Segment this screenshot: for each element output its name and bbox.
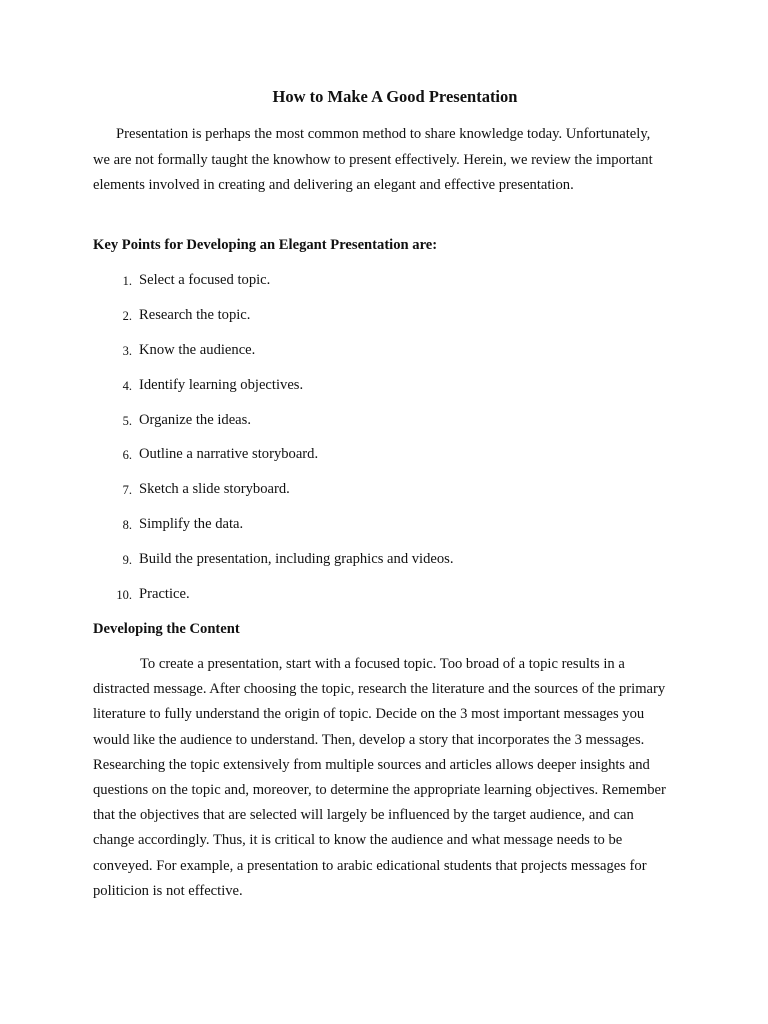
list-item-number: 1. [122,274,132,288]
intro-paragraph: Presentation is perhaps the most common method to share knowledge today. Unfortunately, we are not formally taught the knowhow to present effectively. Herein, we review the important elements involved in creating and delivering an elegant and effective presentation. [93,126,653,193]
list-item-number: 3. [122,343,132,358]
list-item-number: 10. [116,588,132,603]
list-item-number: 7. [122,483,132,498]
list-item-text: Organize the ideas. [139,411,251,428]
list-item-number: 6. [122,448,132,463]
list-item-text: Practice. [139,586,190,603]
list-item-text: Sketch a slide storyboard. [139,481,290,498]
list-item [0,478,768,513]
list-item-text: Know the audience. [139,341,256,358]
list-item-number: 5. [122,413,132,428]
list-item-number: 2. [122,308,132,323]
list-item-number: 4. [122,378,132,393]
key-points-heading: Key Points for Developing an Elegant Presentation are: [93,237,438,253]
list-item [0,513,768,548]
list-item [0,339,768,374]
list-item-text: Research the topic. [139,306,251,323]
list-item-text: Outline a narrative storyboard. [139,446,319,463]
list-item [0,269,768,304]
list-item [0,548,768,583]
list-item [0,409,768,444]
list-item-text: Build the presentation, including graphics and videos. [139,551,454,568]
list-item-text: Select a focused topic. [139,272,271,288]
list-item-text: Identify learning objectives. [139,376,304,393]
content-paragraph: To create a presentation, start with a focused topic. Too broad of a topic results in a distracted message. After choosing the topic, research the literature and the sources of the primary literature to fully understand the origin of topic. Decide on the 3 most important messages you would like the audience to understand. Then, develop a story that incorporates the 3 messages. Researching the topic extensively from multiple sources and articles allows deeper insights and questions on the topic and, moreover, to determine the appropriate learning objectives. Remember that the objectives that are selected will largely be influenced by the target audience, and can change accordingly. Thus, it is critical to know the audience and what message needs to be conveyed. For example, a presentation to arabic edicational students that projects messages for politicion is not effective. [93,656,666,899]
list-item [0,374,768,409]
key-points-list [0,269,768,618]
list-item [0,304,768,339]
list-item-text: Simplify the data. [139,516,244,533]
list-item [0,443,768,478]
page-title: How to Make A Good Presentation [272,87,518,106]
content-heading: Developing the Content [93,621,240,637]
list-item [0,583,768,618]
list-item-number: 8. [122,518,132,533]
list-item-number: 9. [122,553,132,568]
